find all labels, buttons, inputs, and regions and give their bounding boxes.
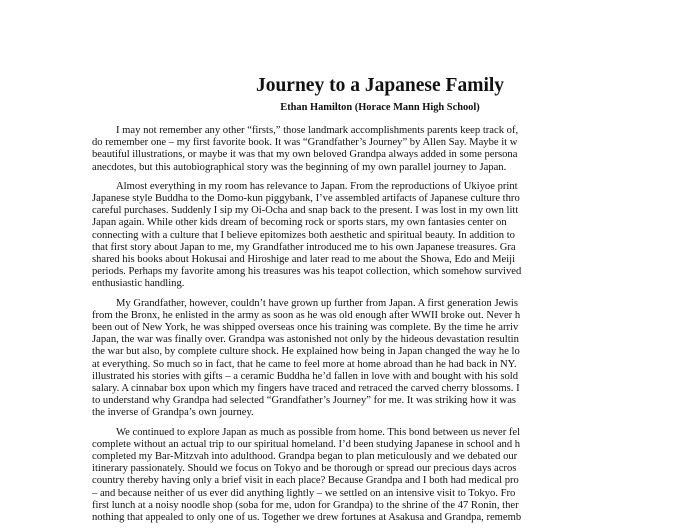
paragraph-line: first lunch at a noisy noodle shop (soba for me, udon for Grandpa) to the shrine of the 47 Ronin, ther: [92, 499, 519, 511]
paragraph-line: periods. Perhaps my favorite among his treasures was his teapot collection, which somehow survived: [92, 266, 522, 278]
paragraph-line: My Grandfather, however, couldn’t have grown up further from Japan. A first generation Jewis: [116, 297, 518, 309]
paragraph-line: that first story about Japan to me, my Grandfather introduced me to his own Japanese treasures. Gra: [92, 241, 516, 253]
paragraph-line: country thereby having only a brief visit in each place? Because Grandpa and I both had medical pro: [92, 475, 519, 487]
author-line: Ethan Hamilton (Horace Mann High School): [280, 102, 480, 113]
paragraph-line: anecdotes, but this autobiographical story was the beginning of my own parallel journey to Japan.: [92, 161, 507, 173]
paragraph-line: – and because neither of us ever did anything lightly – we settled on an intensive visit to Tokyo. Fro: [92, 487, 516, 499]
paragraph-line: completed my Bar-Mitzvah into adulthood. Grandpa began to plan meticulously and we debated our: [92, 451, 518, 463]
paragraph-line: the war but also, by complete culture shock. He explained how being in Japan changed the way he lo: [92, 346, 520, 358]
paragraph-line: Japan again. While other kids dream of becoming rock or sports stars, my own fantasies center on: [92, 217, 507, 229]
paragraph-line: complete without an actual trip to our spiritual homeland. I’d been studying Japanese in school and h: [92, 438, 521, 450]
paragraph-line: We continued to explore Japan as much as possible from home. This bond between us never fel: [116, 426, 521, 438]
paragraph-line: itinerary passionately. Should we focus on Tokyo and be thorough or spread our precious days acros: [92, 463, 517, 475]
paragraph-line: beautiful illustrations, or maybe it was that my own beloved Grandpa always added in some persona: [92, 149, 518, 161]
paragraph-line: enthusiastic handling.: [92, 278, 185, 290]
paragraph: [92, 181, 522, 291]
paragraph-line: shared his books about Hokusai and Hiroshige and later read to me about the Showa, Edo and Meiji: [92, 254, 516, 266]
paragraph-line: Almost everything in my room has relevance to Japan. From the reproductions of Ukiyoe print: [116, 180, 518, 192]
paragraph-line: connecting with a culture that I believe epitomizes both aesthetic and spiritual beauty. In addition to: [92, 229, 515, 241]
paragraph-line: Japanese style Buddha to the Domo-kun piggybank, I’ve assembled artifacts of Japanese culture thro: [92, 193, 520, 205]
paragraph: [92, 427, 522, 525]
paragraph-line: the inverse of Grandpa’s own journey.: [92, 407, 254, 419]
paragraph-line: been out of New York, he was shipped overseas once his training was complete. By the time he arriv: [92, 322, 519, 334]
paragraph-line: from the Bronx, he enlisted in the army as soon as he was old enough after WWII broke out. Never h: [92, 309, 521, 321]
document-title: Journey to a Japanese Family: [255, 75, 505, 96]
paragraph-line: do remember one – my first favorite book. It was “Grandfather’s Journey” by Allen Say. Maybe it w: [92, 137, 518, 149]
paragraph: [92, 125, 522, 174]
paragraph-line: to understand why Grandpa had selected “Grandfather’s Journey” for me. It was striking how it was: [92, 395, 517, 407]
paragraph-line: illustrated his stories with gifts – a ceramic Buddha he’d fallen in love with and bought with his sold: [92, 370, 519, 382]
paragraph-line: salary. A cinnabar box upon which my fingers have traced and retraced the carved cherry blossoms. I: [92, 383, 520, 395]
paragraph-line: I may not remember any other “firsts,” those landmark accomplishments parents keep track of,: [116, 125, 519, 136]
paragraph-line: careful purchases. Suddenly I sip my Oi-Ocha and snap back to the present. I was lost in my own litt: [92, 205, 519, 217]
paragraph-line: Japan, the war was finally over. Grandpa was astonished not only by the hideous devastation resultin: [92, 334, 519, 346]
essay-body: [92, 125, 522, 531]
paragraph-line: nothing that appealed to only one of us. Together we drew fortunes at Asakusa and Grandpa, rememb: [92, 512, 522, 524]
paragraph: [92, 298, 522, 420]
paragraph-line: at everything. So much so in fact, that he came to feel more at home abroad than he had back in NY.: [92, 358, 517, 370]
